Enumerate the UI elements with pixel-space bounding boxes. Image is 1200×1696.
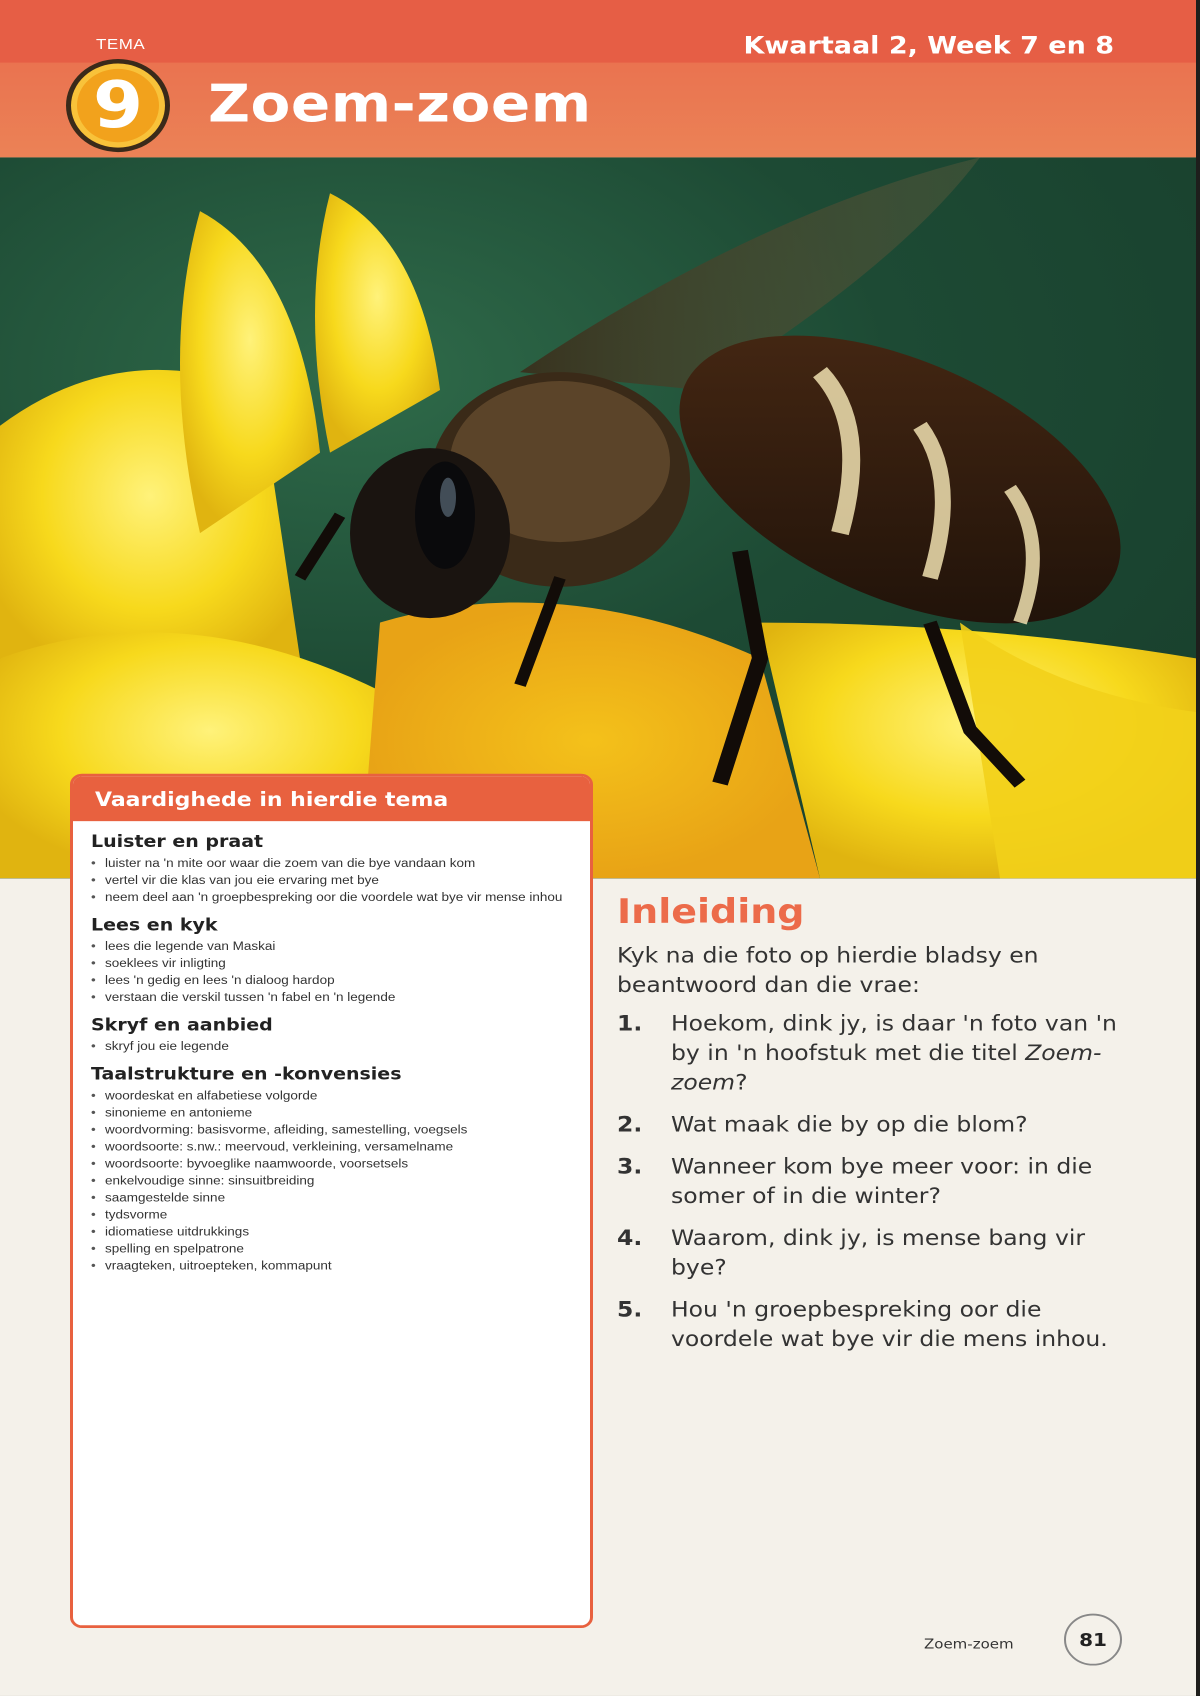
skill-item: • tydsvorme [91,1206,581,1223]
skill-item: • enkelvoudige sinne: sinsuitbreiding [91,1172,581,1189]
skill-item: • lees die legende van Maskai [91,937,581,954]
intro-text: Kyk na die foto op hierdie bladsy en beantwoord dan die vrae: [617,942,1039,998]
tema-number: 9 [92,67,144,143]
skill-item: • skryf jou eie legende [91,1038,581,1055]
skill-list [91,854,581,905]
question-list [617,1009,1117,1367]
skills-header [73,776,590,821]
intro-title: Inleiding [617,891,805,932]
skill-list [91,1087,581,1274]
section-heading: Lees en kyk [91,915,218,935]
skill-item: • vertel vir die klas van jou eie ervaring met bye [91,871,581,888]
skills-section [91,915,581,1005]
bee-on-flower-illustration [0,157,1196,878]
skill-item: • woordeskat en alfabetiese volgorde [91,1087,581,1104]
question-item [617,1009,1117,1098]
skill-item: • lees 'n gedig en lees 'n dialoog hardop [91,971,581,988]
question-number: 4. [617,1225,643,1251]
section-heading: Skryf en aanbied [91,1015,273,1035]
skill-item: • woordsoorte: s.nw.: meervoud, verkleining, versamelname [91,1138,581,1155]
skill-item: • sinonieme en antonieme [91,1104,581,1121]
skills-box [70,774,593,1628]
page-number: 81 [1064,1614,1122,1666]
skill-item: • saamgestelde sinne [91,1189,581,1206]
page-title: Zoem-zoem [208,73,592,135]
skill-item: • woordvorming: basisvorme, afleiding, samestelling, voegsels [91,1121,581,1138]
question-text: Hou 'n groepbespreking oor die voordele wat bye vir die mens inhou. [671,1297,1108,1352]
question-punctuation: ? [735,1069,748,1095]
footer-chapter-label: Zoem-zoem [924,1636,1014,1653]
skills-section [91,832,581,905]
bee-photo [0,157,1196,878]
question-number: 5. [617,1297,643,1323]
question-item [617,1110,1117,1140]
header-band [0,0,1196,157]
skills-section [91,1015,581,1054]
question-number: 1. [617,1010,643,1036]
section-heading: Luister en praat [91,831,264,852]
question-italic-title: Zoem-zoem [671,1040,1102,1095]
skill-item: • luister na 'n mite oor waar die zoem van die bye vandaan kom [91,854,581,871]
skill-list [91,1038,581,1055]
skill-item: • spelling en spelpatrone [91,1240,581,1257]
skill-item: • vraagteken, uitroepteken, kommapunt [91,1257,581,1274]
tema-number-badge [66,59,170,152]
question-text: Wanneer kom bye meer voor: in die somer of in die winter? [671,1153,1093,1209]
skills-title: Vaardighede in hierdie tema [95,788,449,812]
section-heading: Taalstrukture en -konvensies [91,1064,402,1085]
week-label: Kwartaal 2, Week 7 en 8 [743,32,1114,60]
skill-item: • soeklees vir inligting [91,954,581,971]
skills-body [91,832,581,1284]
skill-item: • woordsoorte: byvoeglike naamwoorde, voorsetsels [91,1155,581,1172]
skill-item: • verstaan die verskil tussen 'n fabel en 'n legende [91,988,581,1005]
skill-item: • neem deel aan 'n groepbespreking oor die voordele wat bye vir mense inhou [91,888,581,905]
question-text: Waarom, dink jy, is mense bang vir bye? [671,1225,1086,1281]
question-item [617,1295,1117,1354]
question-text: Hoekom, dink jy, is daar 'n foto van 'n by in 'n hoofstuk met die titel [671,1010,1117,1066]
tema-label: TEMA [96,35,146,53]
question-item [617,1152,1117,1211]
question-item [617,1224,1117,1283]
skills-section [91,1064,581,1273]
skill-list [91,937,581,1005]
question-number: 2. [617,1111,643,1137]
skill-item: • idiomatiese uitdrukkings [91,1223,581,1240]
question-number: 3. [617,1153,643,1179]
question-text: Wat maak die by op die blom? [671,1111,1028,1137]
